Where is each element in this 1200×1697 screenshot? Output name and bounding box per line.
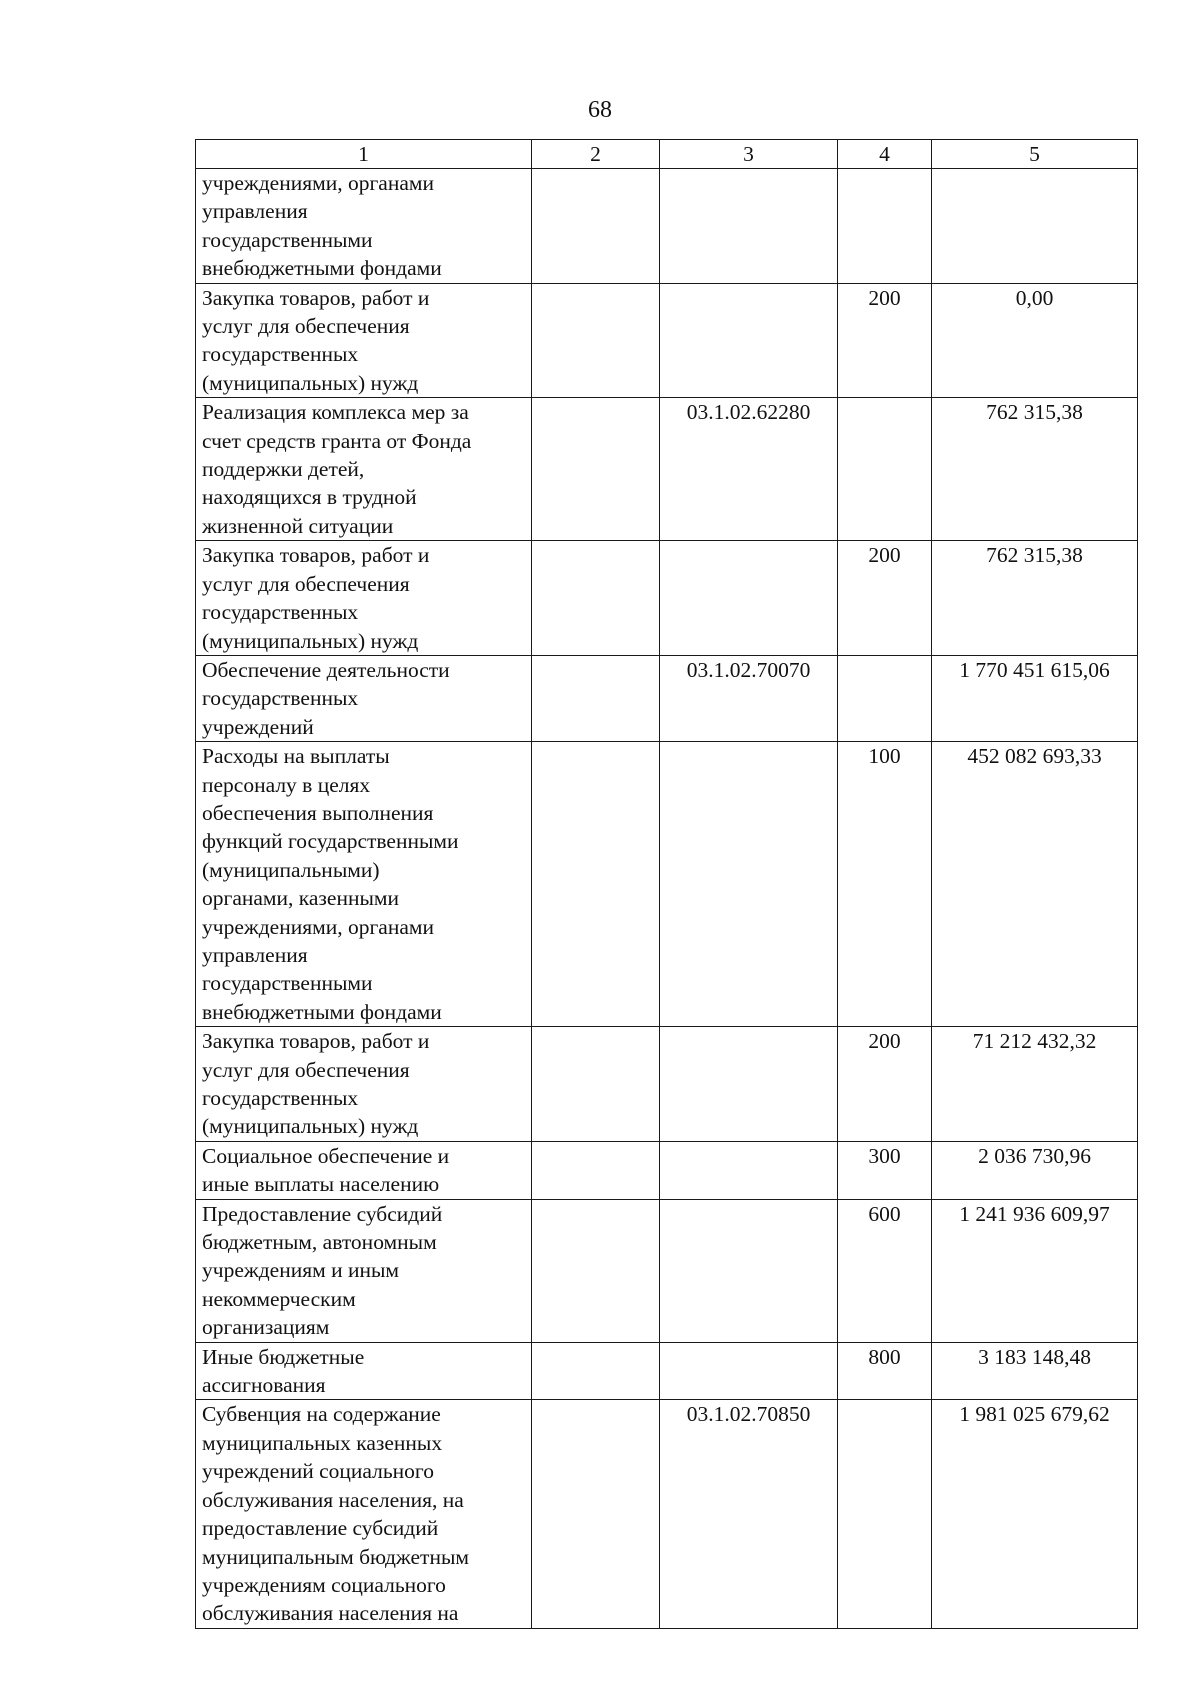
table-row bbox=[196, 742, 1138, 1027]
table-row bbox=[196, 1141, 1138, 1199]
row-name: Социальное обеспечение и иные выплаты населению bbox=[196, 1141, 532, 1199]
row-code bbox=[660, 169, 838, 284]
row-amount: 71 212 432,32 bbox=[932, 1027, 1138, 1142]
row-code bbox=[660, 1141, 838, 1199]
row-expense-type: 200 bbox=[838, 1027, 932, 1142]
column-header-4: 4 bbox=[838, 140, 932, 169]
row-name: Обеспечение деятельности государственных учреждений bbox=[196, 655, 532, 741]
table-row bbox=[196, 398, 1138, 541]
row-col2 bbox=[532, 541, 660, 656]
table-row bbox=[196, 541, 1138, 656]
row-code bbox=[660, 541, 838, 656]
row-code bbox=[660, 1199, 838, 1342]
row-amount: 452 082 693,33 bbox=[932, 742, 1138, 1027]
row-col2 bbox=[532, 283, 660, 398]
row-col2 bbox=[532, 655, 660, 741]
row-name: учреждениями, органами управления государственными внебюджетными фондами bbox=[196, 169, 532, 284]
row-name: Субвенция на содержание муниципальных казенных учреждений социального обслуживания населения, на предоставление субсидий муниципальным бюджетным учреждениям социального обслуживания населения на bbox=[196, 1400, 532, 1628]
row-name: Закупка товаров, работ и услуг для обеспечения государственных (муниципальных) нужд bbox=[196, 541, 532, 656]
row-amount: 762 315,38 bbox=[932, 398, 1138, 541]
row-amount: 2 036 730,96 bbox=[932, 1141, 1138, 1199]
page-number: 68 bbox=[588, 97, 612, 123]
table-body bbox=[196, 169, 1138, 1629]
budget-table bbox=[195, 139, 1138, 1629]
table-row bbox=[196, 1027, 1138, 1142]
row-name: Закупка товаров, работ и услуг для обеспечения государственных (муниципальных) нужд bbox=[196, 283, 532, 398]
row-name: Иные бюджетные ассигнования bbox=[196, 1342, 532, 1400]
row-amount: 762 315,38 bbox=[932, 541, 1138, 656]
row-expense-type: 300 bbox=[838, 1141, 932, 1199]
row-col2 bbox=[532, 1400, 660, 1628]
row-amount: 1 981 025 679,62 bbox=[932, 1400, 1138, 1628]
row-code: 03.1.02.70850 bbox=[660, 1400, 838, 1628]
row-expense-type: 100 bbox=[838, 742, 932, 1027]
table-row bbox=[196, 1400, 1138, 1628]
column-header-5: 5 bbox=[932, 140, 1138, 169]
table-row bbox=[196, 283, 1138, 398]
row-col2 bbox=[532, 1342, 660, 1400]
row-name: Предоставление субсидий бюджетным, автономным учреждениям и иным некоммерческим организациям bbox=[196, 1199, 532, 1342]
row-col2 bbox=[532, 169, 660, 284]
column-header-2: 2 bbox=[532, 140, 660, 169]
row-code bbox=[660, 1027, 838, 1142]
row-amount: 1 241 936 609,97 bbox=[932, 1199, 1138, 1342]
table-row bbox=[196, 1199, 1138, 1342]
row-col2 bbox=[532, 1027, 660, 1142]
row-expense-type: 600 bbox=[838, 1199, 932, 1342]
row-expense-type: 800 bbox=[838, 1342, 932, 1400]
table-row bbox=[196, 169, 1138, 284]
row-amount: 1 770 451 615,06 bbox=[932, 655, 1138, 741]
row-expense-type bbox=[838, 655, 932, 741]
row-expense-type bbox=[838, 1400, 932, 1628]
row-amount: 3 183 148,48 bbox=[932, 1342, 1138, 1400]
row-expense-type: 200 bbox=[838, 541, 932, 656]
row-code: 03.1.02.70070 bbox=[660, 655, 838, 741]
table-header-row bbox=[196, 140, 1138, 169]
row-col2 bbox=[532, 398, 660, 541]
row-col2 bbox=[532, 742, 660, 1027]
row-expense-type bbox=[838, 169, 932, 284]
row-name: Расходы на выплаты персоналу в целях обеспечения выполнения функций государственными (муниципальными) органами, казенными учреждениями, органами управления государственными внебюджетными фондами bbox=[196, 742, 532, 1027]
row-amount: 0,00 bbox=[932, 283, 1138, 398]
row-expense-type bbox=[838, 398, 932, 541]
row-name: Реализация комплекса мер за счет средств гранта от Фонда поддержки детей, находящихся в трудной жизненной ситуации bbox=[196, 398, 532, 541]
table-row bbox=[196, 655, 1138, 741]
row-col2 bbox=[532, 1199, 660, 1342]
row-code bbox=[660, 283, 838, 398]
row-amount bbox=[932, 169, 1138, 284]
column-header-3: 3 bbox=[660, 140, 838, 169]
table-row bbox=[196, 1342, 1138, 1400]
row-code bbox=[660, 742, 838, 1027]
row-name: Закупка товаров, работ и услуг для обеспечения государственных (муниципальных) нужд bbox=[196, 1027, 532, 1142]
row-code bbox=[660, 1342, 838, 1400]
row-expense-type: 200 bbox=[838, 283, 932, 398]
column-header-1: 1 bbox=[196, 140, 532, 169]
row-code: 03.1.02.62280 bbox=[660, 398, 838, 541]
row-col2 bbox=[532, 1141, 660, 1199]
